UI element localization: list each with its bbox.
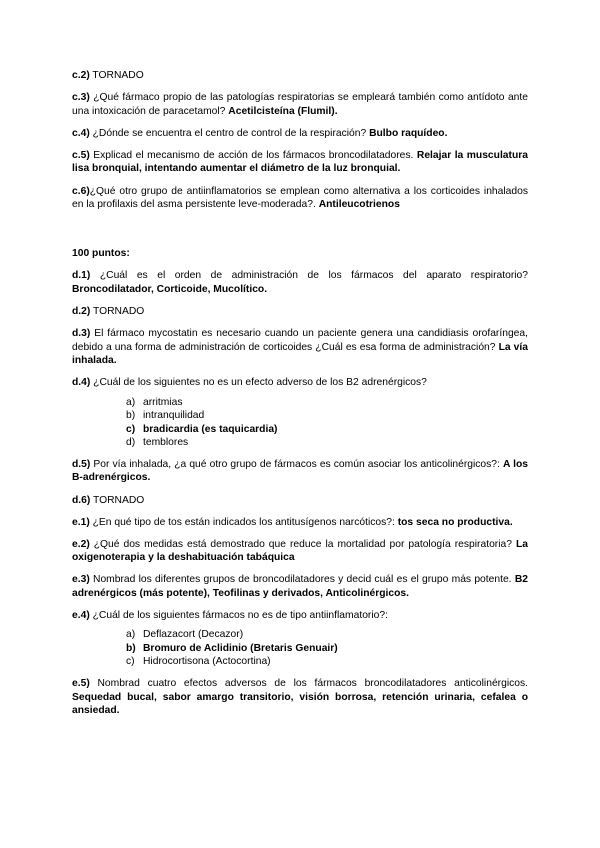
question-answer: La oxigenoterapia y la deshabituación tabáquica bbox=[72, 538, 528, 564]
question-label: e.5) bbox=[72, 678, 90, 689]
option-item bbox=[126, 436, 528, 450]
question-text: TORNADO bbox=[90, 494, 145, 506]
question-d3 bbox=[72, 327, 528, 368]
document-page bbox=[72, 69, 528, 726]
question-label: d.5) bbox=[72, 458, 91, 470]
option-marker: a) bbox=[126, 396, 136, 408]
option-marker: b) bbox=[126, 642, 136, 654]
question-answer: La vía inhalada. bbox=[72, 341, 528, 367]
section-spacer bbox=[72, 220, 528, 247]
question-label: d.2) bbox=[72, 306, 91, 318]
question-answer: B2 adrenérgicos (más potente), Teofilinas y derivados, Anticolinérgicos. bbox=[72, 574, 528, 600]
question-text: ¿Dónde se encuentra el centro de control de la respiración? bbox=[89, 127, 370, 139]
options-e4 bbox=[72, 628, 528, 669]
question-answer: tos seca no productiva. bbox=[397, 516, 513, 528]
question-answer: Bulbo raquídeo. bbox=[369, 127, 448, 139]
question-label: e.2) bbox=[72, 538, 90, 550]
question-text: ¿Cuál de los siguientes fármacos no es de tipo antiinflamatorio?: bbox=[89, 610, 388, 622]
question-label: e.3) bbox=[72, 574, 90, 586]
question-label: c.2) bbox=[72, 70, 90, 81]
question-text: TORNADO bbox=[90, 306, 145, 318]
question-text: ¿Qué dos medidas está demostrado que reduce la mortalidad por patología respiratoria? bbox=[89, 538, 516, 550]
question-text: Por vía inhalada, ¿a qué otro grupo de fármacos es común asociar los anticolinérgicos?: bbox=[90, 458, 503, 470]
question-text: ¿Qué fármaco propio de las patologías respiratorias se empleará también como antídoto ante una intoxicación de paracetamol? bbox=[72, 92, 528, 117]
option-item bbox=[126, 396, 528, 410]
question-label: c.4) bbox=[72, 127, 90, 139]
option-marker: b) bbox=[126, 410, 136, 422]
question-label: c.5) bbox=[72, 149, 90, 161]
question-c4 bbox=[72, 127, 528, 141]
option-text: arritmias bbox=[143, 396, 183, 408]
question-d6 bbox=[72, 494, 528, 508]
question-answer: Antileucotrienos bbox=[318, 199, 400, 211]
option-text: temblores bbox=[143, 437, 189, 449]
option-text: Bromuro de Aclidinio (Bretaris Genuair) bbox=[143, 642, 338, 654]
option-marker: c) bbox=[126, 656, 135, 668]
option-text: bradicardia (es taquicardia) bbox=[143, 423, 278, 435]
question-text: El fármaco mycostatin es necesario cuando un paciente genera una candidiasis orofaríngea, debido a una forma de administración de corticoides ¿Cuál es esa forma de administración? bbox=[72, 328, 528, 353]
question-text: ¿Qué otro grupo de antiinflamatorios se emplean como alternativa a los corticoides inhalados en la profilaxis del asma persistente leve-moderada?. bbox=[72, 185, 528, 211]
question-label: c.3) bbox=[72, 92, 90, 104]
question-c2 bbox=[72, 69, 528, 83]
question-c5 bbox=[72, 149, 528, 176]
question-answer: A los B-adrenérgicos. bbox=[72, 458, 528, 484]
question-e3 bbox=[72, 573, 528, 600]
option-marker: a) bbox=[126, 629, 136, 641]
question-text: ¿Cuál de los siguientes no es un efecto adverso de los B2 adrenérgicos? bbox=[90, 377, 427, 389]
question-label: e.4) bbox=[72, 610, 90, 622]
question-label: d.1) bbox=[72, 270, 91, 282]
question-e1 bbox=[72, 516, 528, 530]
question-d4 bbox=[72, 376, 528, 390]
question-d1 bbox=[72, 269, 528, 296]
question-text: Nombrad los diferentes grupos de broncodilatadores y decid cuál es el grupo más potente. bbox=[89, 574, 515, 586]
question-text: Nombrad cuatro efectos adversos de los fármacos broncodilatadores anticolinérgicos. bbox=[89, 678, 528, 689]
question-label: d.6) bbox=[72, 494, 91, 506]
question-e2 bbox=[72, 538, 528, 565]
question-text: Explicad el mecanismo de acción de los fármacos broncodilatadores. bbox=[89, 149, 417, 161]
question-e5 bbox=[72, 677, 528, 718]
question-answer: Acetilcisteína (Flumil). bbox=[228, 105, 338, 117]
question-d2 bbox=[72, 305, 528, 319]
option-marker: c) bbox=[126, 423, 136, 435]
option-item bbox=[126, 628, 528, 642]
question-text: ¿En qué tipo de tos están indicados los antitusígenos narcóticos?: bbox=[89, 516, 398, 528]
section-heading: 100 puntos: bbox=[72, 248, 130, 260]
question-c6 bbox=[72, 185, 528, 212]
option-item bbox=[126, 655, 528, 669]
option-item-correct bbox=[126, 423, 528, 437]
option-text: intranquilidad bbox=[143, 410, 205, 422]
option-item-correct bbox=[126, 642, 528, 656]
question-answer: Broncodilatador, Corticoide, Mucolítico. bbox=[72, 283, 268, 295]
question-d5 bbox=[72, 458, 528, 485]
option-item bbox=[126, 409, 528, 423]
option-marker: d) bbox=[126, 437, 136, 449]
question-label: e.1) bbox=[72, 516, 90, 528]
question-answer: Relajar la musculatura lisa bronquial, intentando aumentar el diámetro de la luz bronquial. bbox=[72, 149, 528, 175]
question-label: c.6) bbox=[72, 185, 90, 197]
question-label: d.4) bbox=[72, 377, 91, 389]
question-e4 bbox=[72, 609, 528, 623]
options-d4 bbox=[72, 396, 528, 450]
question-c3 bbox=[72, 91, 528, 118]
question-text: TORNADO bbox=[89, 70, 144, 81]
option-text: Deflazacort (Decazor) bbox=[143, 629, 244, 641]
question-text: ¿Cuál es el orden de administración de los fármacos del aparato respiratorio? bbox=[90, 270, 528, 282]
option-text: Hidrocortisona (Actocortina) bbox=[143, 656, 271, 668]
question-answer: Sequedad bucal, sabor amargo transitorio, visión borrosa, retención urinaria, cefalea o ansiedad. bbox=[72, 691, 528, 717]
question-label: d.3) bbox=[72, 328, 91, 340]
